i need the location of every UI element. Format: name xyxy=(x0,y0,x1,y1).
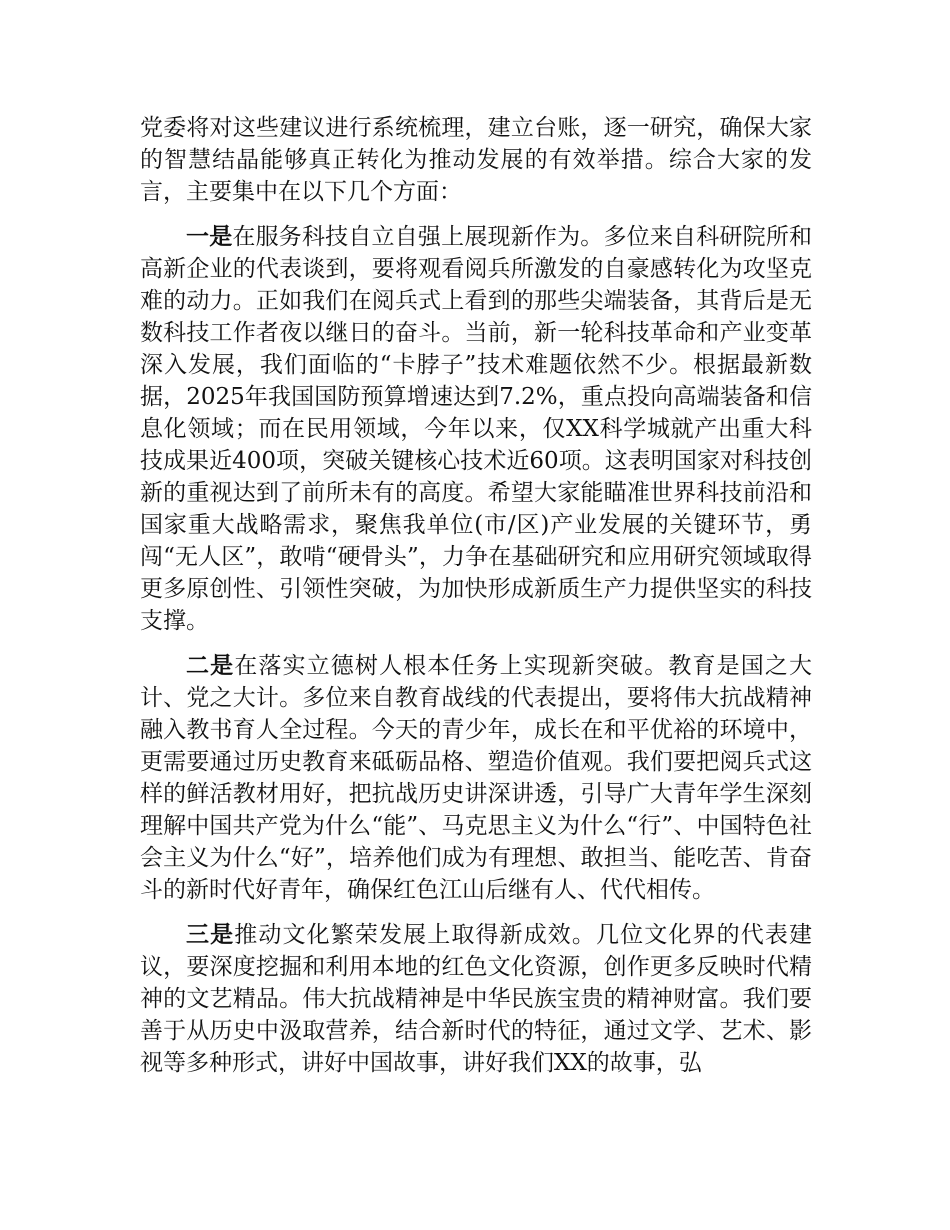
paragraph-intro-text: 党委将对这些建议进行系统梳理，建立台账，逐一研究，确保大家的智慧结晶能够真正转化为推动发展的有效举措。综合大家的发言，主要集中在以下几个方面： xyxy=(140,115,812,205)
paragraph-point-two-text: 在落实立德树人根本任务上实现新突破。教育是国之大计、党之大计。多位来自教育战线的代表提出，要将伟大抗战精神融入教书育人全过程。今天的青少年，成长在和平优裕的环境中，更需要通过历史教育来砥砺品格、塑造价值观。我们要把阅兵式这样的鲜活教材用好，把抗战历史讲深讲透，引导广大青年学生深刻理解中国共产党为什么“能”、马克思主义为什么“行”、中国特色社会主义为什么“好”，培养他们成为有理想、敢担当、能吃苦、肯奋斗的新时代好青年，确保红色江山后继有人、代代相传。 xyxy=(140,653,813,903)
document-body xyxy=(140,112,812,1092)
paragraph-point-one-lead: 一是 xyxy=(186,223,233,250)
paragraph-point-one xyxy=(140,221,812,637)
paragraph-point-one-text: 在服务科技自立自强上展现新作为。多位来自科研院所和高新企业的代表谈到，要将观看阅兵所激发的自豪感转化为攻坚克难的动力。正如我们在阅兵式上看到的那些尖端装备，其背后是无数科技工作者夜以继日的奋斗。当前，新一轮科技革命和产业变革深入发展，我们面临的“卡脖子”技术难题依然不少。根据最新数据，2025年我国国防预算增速达到7.2%，重点投向高端装备和信息化领域；而在民用领域，今年以来，仅XX科学城就产出重大科技成果近400项，突破关键核心技术近60项。这表明国家对科技创新的重视达到了前所未有的高度。希望大家能瞄准世界科技前沿和国家重大战略需求，聚焦我单位(市/区)产业发展的关键环节，勇闯“无人区”，敢啃“硬骨头”，力争在基础研究和应用研究领域取得更多原创性、引领性突破，为加快形成新质生产力提供坚实的科技支撑。 xyxy=(140,224,813,634)
paragraph-intro xyxy=(140,112,812,208)
paragraph-point-two xyxy=(140,650,812,906)
paragraph-point-three xyxy=(140,919,812,1079)
paragraph-point-two-lead: 二是 xyxy=(186,652,235,679)
paragraph-point-three-lead: 三是 xyxy=(186,921,235,948)
paragraph-point-three-text: 推动文化繁荣发展上取得新成效。几位文化界的代表建议，要深度挖掘和利用本地的红色文化资源，创作更多反映时代精神的文艺精品。伟大抗战精神是中华民族宝贵的精神财富。我们要善于从历史中汲取营养，结合新时代的特征，通过文学、艺术、影视等多种形式，讲好中国故事，讲好我们XX的故事，弘 xyxy=(140,922,813,1076)
